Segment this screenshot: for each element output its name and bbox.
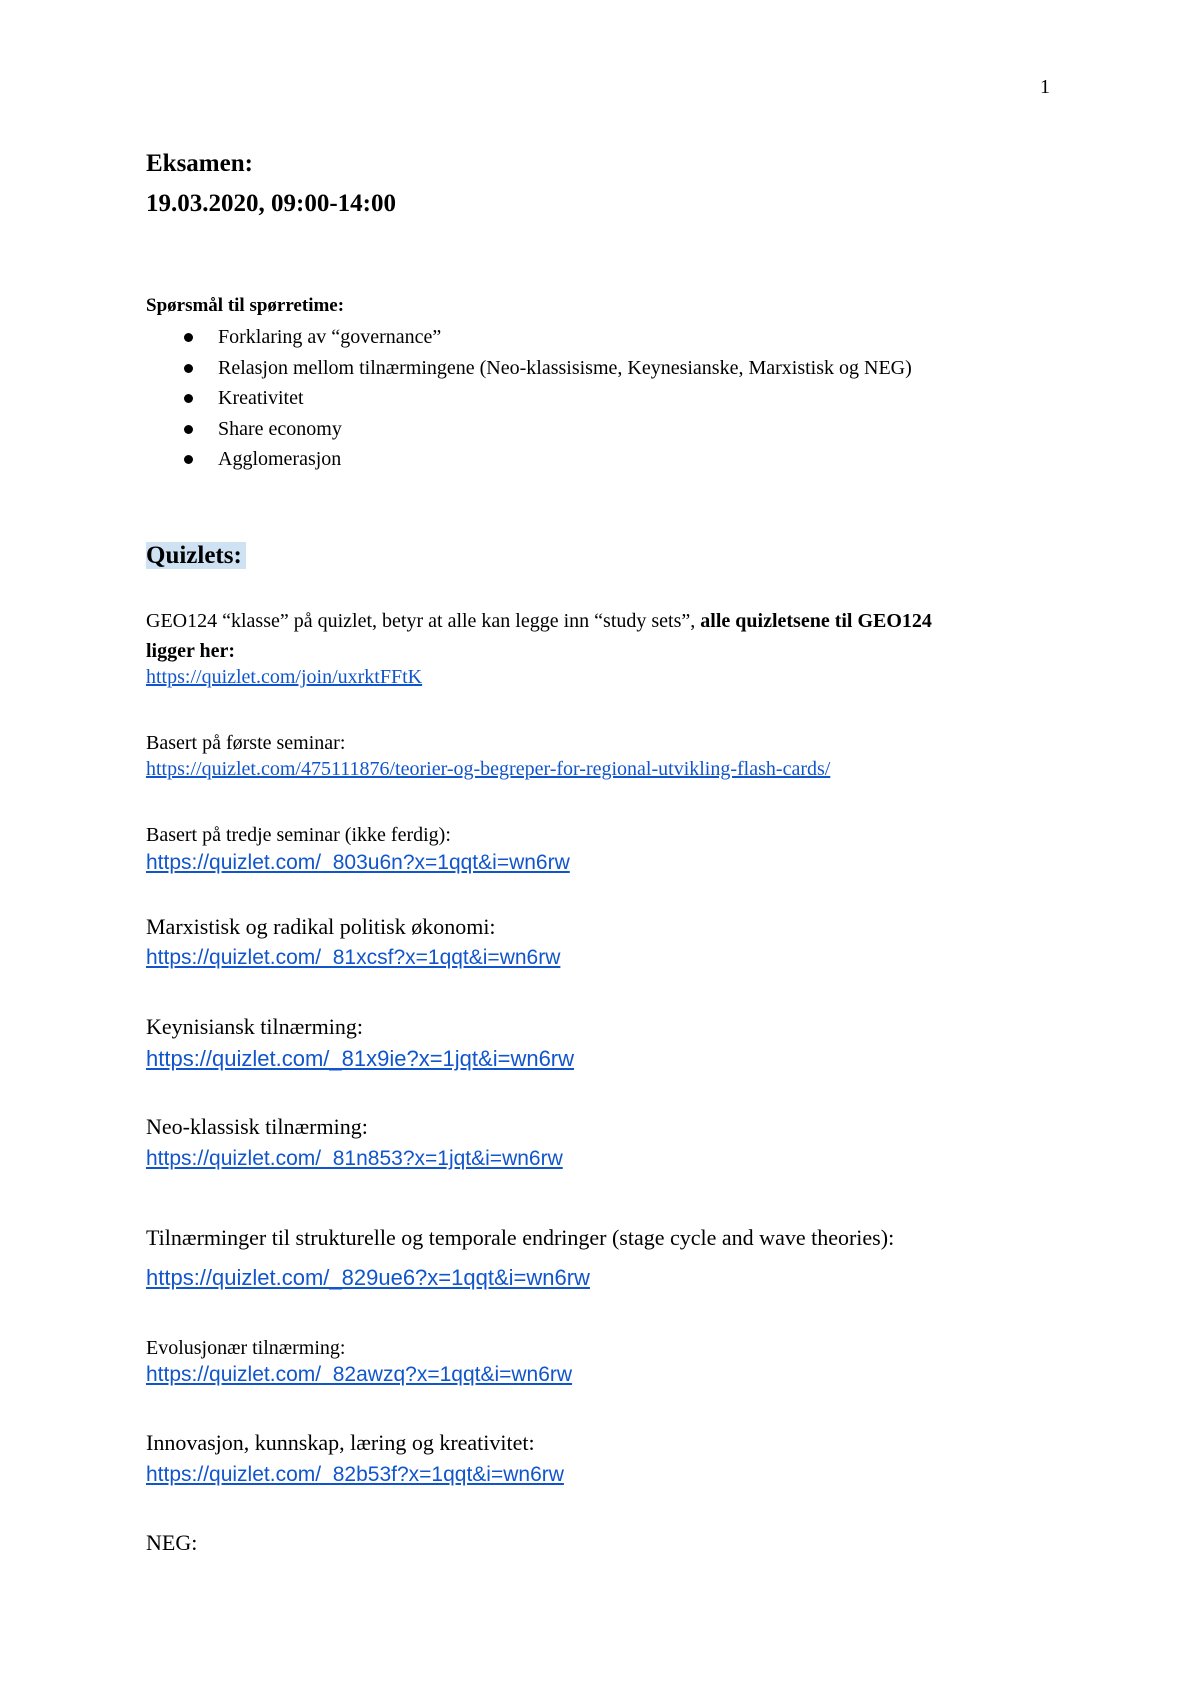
link-innovation[interactable]: https://quizlet.com/_82b53f?x=1qqt&i=wn6rw [146, 1463, 564, 1486]
link-evolutionary[interactable]: https://quizlet.com/_82awzq?x=1qqt&i=wn6rw [146, 1363, 573, 1386]
exam-date: 19.03.2020, 09:00-14:00 [146, 190, 396, 217]
bullet-icon [184, 455, 193, 464]
list-item: Kreativitet [146, 383, 912, 414]
section-label-neg: NEG: [146, 1530, 198, 1555]
questions-heading: Spørsmål til spørretime: [146, 295, 345, 316]
link-marxist[interactable]: https://quizlet.com/_81xcsf?x=1qqt&i=wn6rw [146, 946, 561, 969]
section-label-structural: Tilnærminger til strukturelle og temporale endringer (stage cycle and wave theories): [146, 1225, 895, 1250]
section-label-third-seminar: Basert på tredje seminar (ikke ferdig): [146, 824, 451, 846]
section-label-marxist: Marxistisk og radikal politisk økonomi: [146, 914, 496, 939]
exam-title: Eksamen: [146, 150, 253, 177]
link-neoclassical[interactable]: https://quizlet.com/_81n853?x=1jqt&i=wn6rw [146, 1147, 563, 1170]
quizlets-intro: GEO124 “klasse” på quizlet, betyr at alle kan legge inn “study sets”, alle quizletsene til GEO124 [146, 610, 932, 632]
section-label-evolutionary: Evolusjonær tilnærming: [146, 1337, 346, 1359]
section-label-innovation: Innovasjon, kunnskap, læring og kreativitet: [146, 1430, 535, 1455]
list-item: Share economy [146, 414, 912, 445]
link-structural[interactable]: https://quizlet.com/_829ue6?x=1qqt&i=wn6rw [146, 1265, 590, 1290]
questions-list [146, 322, 912, 475]
list-item: Agglomerasjon [146, 444, 912, 475]
link-third-seminar[interactable]: https://quizlet.com/_803u6n?x=1qqt&i=wn6rw [146, 851, 570, 874]
quizlets-intro-line2: ligger her: [146, 640, 236, 662]
class-link[interactable]: https://quizlet.com/join/uxrktFFtK [146, 666, 423, 688]
section-label-neoclassical: Neo-klassisk tilnærming: [146, 1114, 368, 1139]
quizlets-heading: Quizlets: [146, 542, 246, 569]
list-item: Relasjon mellom tilnærmingene (Neo-klassisisme, Keynesianske, Marxistisk og NEG) [146, 353, 912, 384]
link-first-seminar[interactable]: https://quizlet.com/475111876/teorier-og-begreper-for-regional-utvikling-flash-cards/ [146, 758, 831, 780]
section-label-keynesian: Keynisiansk tilnærming: [146, 1014, 363, 1039]
list-item: Forklaring av “governance” [146, 322, 912, 353]
bullet-icon [184, 394, 193, 403]
page-number: 1 [1040, 76, 1050, 98]
bullet-icon [184, 425, 193, 434]
bullet-icon [184, 364, 193, 373]
bullet-icon [184, 333, 193, 342]
link-keynesian[interactable]: https://quizlet.com/_81x9ie?x=1jqt&i=wn6rw [146, 1046, 575, 1071]
section-label-first-seminar: Basert på første seminar: [146, 732, 346, 754]
